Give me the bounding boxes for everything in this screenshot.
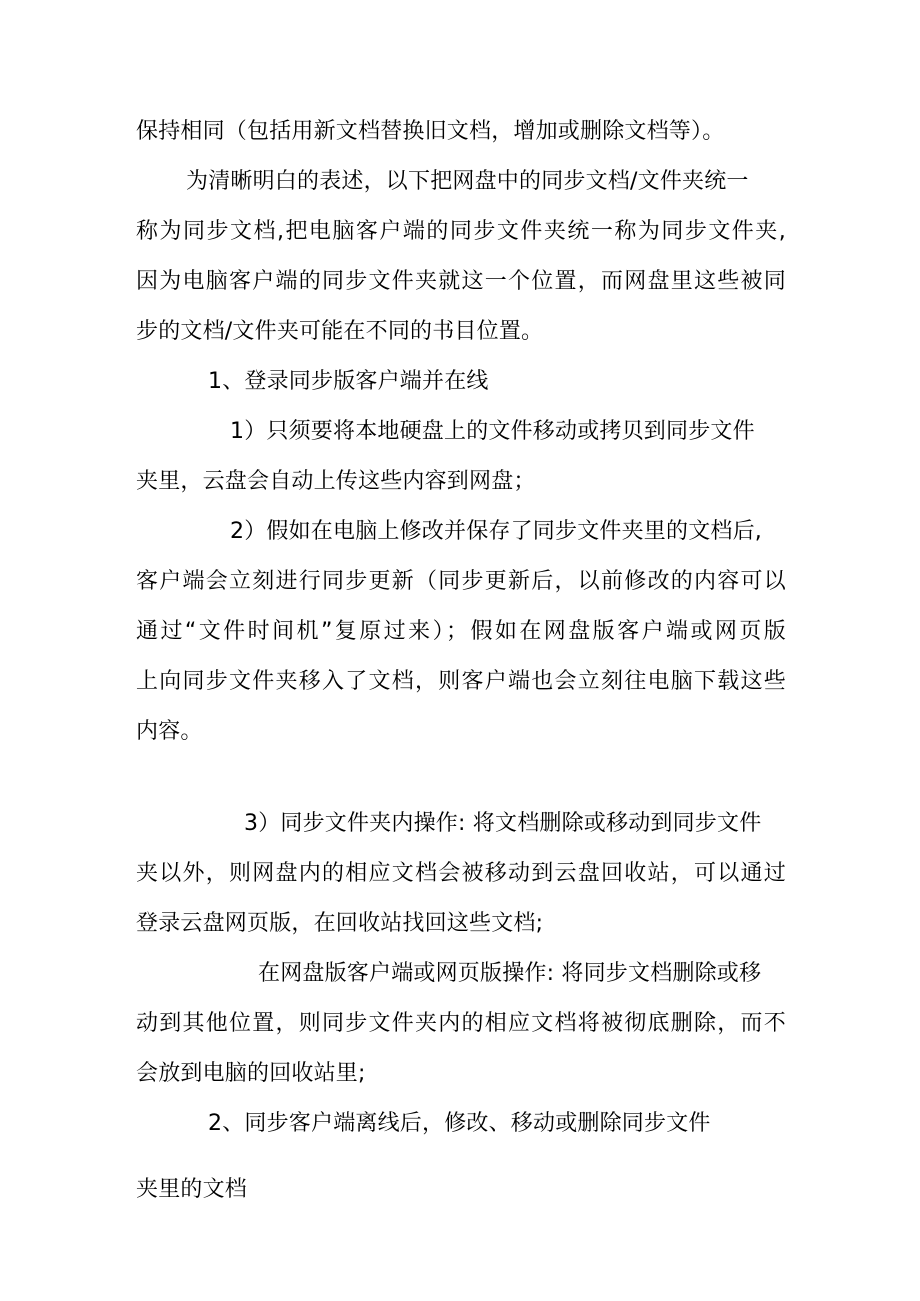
text-line: 保持相同（包括用新文档替换旧文档，增加或删除文档等）。 <box>136 119 725 144</box>
text-line: 3）同步文件夹内操作: 将文档删除或移动到同步文件 <box>244 811 762 836</box>
section-heading: 2、同步客户端离线后，修改、移动或删除同步文件 <box>208 1111 711 1136</box>
text-line: 步的文档/文件夹可能在不同的书目位置。 <box>136 319 544 344</box>
text-line: 1）只须要将本地硬盘上的文件移动或拷贝到同步文件 <box>230 419 755 444</box>
text-line: 称为同步文档,把电脑客户端的同步文件夹统一称为同步文件夹, <box>136 219 786 244</box>
text-line: 为清晰明白的表述，以下把网盘中的同步文档/文件夹统一 <box>186 169 749 194</box>
text-line: 在网盘版客户端或网页版操作: 将同步文档删除或移 <box>258 961 762 986</box>
text-line: 夹里，云盘会自动上传这些内容到网盘； <box>136 469 536 494</box>
text-line: 客户端会立刻进行同步更新（同步更新后，以前修改的内容可以 <box>136 569 786 594</box>
text-line: 登录云盘网页版，在回收站找回这些文档; <box>136 911 544 936</box>
text-line: 夹以外，则网盘内的相应文档会被移动到云盘回收站，可以通过 <box>136 861 786 886</box>
text-line: 动到其他位置，则同步文件夹内的相应文档将被彻底删除，而不 <box>136 1011 786 1036</box>
text-line: 因为电脑客户端的同步文件夹就这一个位置，而网盘里这些被同 <box>136 269 786 294</box>
section-heading-continuation: 夹里的文档 <box>136 1177 248 1202</box>
text-line: 内容。 <box>136 719 203 744</box>
text-line: 2）假如在电脑上修改并保存了同步文件夹里的文档后, <box>230 519 762 544</box>
text-line: 上向同步文件夹移入了文档，则客户端也会立刻往电脑下载这些 <box>136 669 786 694</box>
text-line: 会放到电脑的回收站里; <box>136 1061 366 1086</box>
text-line: 通过“文件时间机”复原过来）；假如在网盘版客户端或网页版 <box>136 619 786 644</box>
section-heading: 1、登录同步版客户端并在线 <box>208 369 489 394</box>
